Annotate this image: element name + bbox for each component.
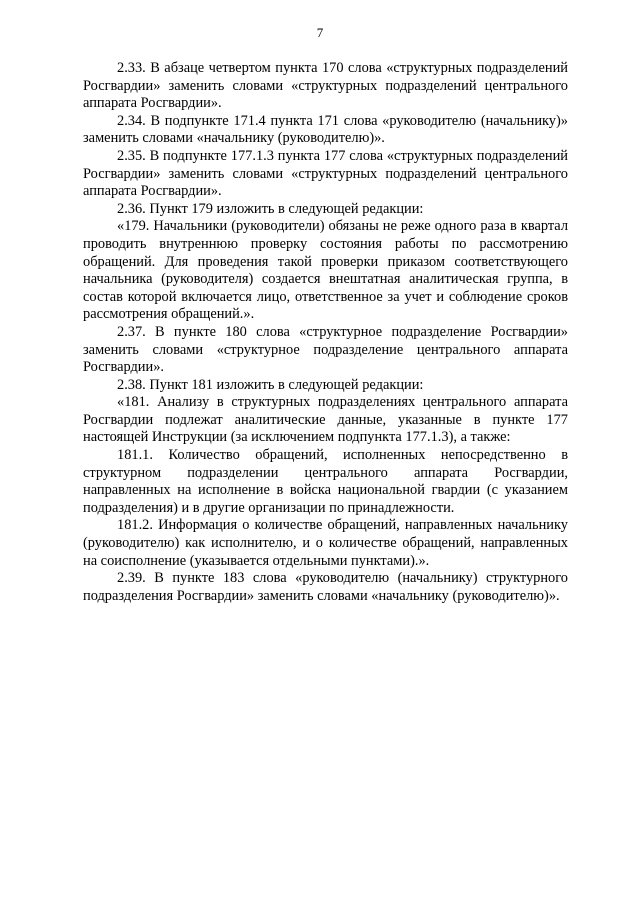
- page-number: 7: [316, 25, 324, 40]
- paragraph-2-35: 2.35. В подпункте 177.1.3 пункта 177 слова «структурных подразделений Росгвардии» заменить словами «структурных подразделений центрального аппарата Росгвардии».: [83, 147, 568, 200]
- paragraph-179-quote: «179. Начальники (руководители) обязаны не реже одного раза в квартал проводить внутреннюю проверку состояния работы по рассмотрению обращений. Для проведения такой проверки приказом соответствующего начальника (руководителя) создается внештатная аналитическая группа, в состав которой включается лицо, ответственное за учет и соблюдение сроков рассмотрения обращений.».: [83, 218, 568, 323]
- paragraph-181-quote: «181. Анализу в структурных подразделениях центрального аппарата Росгвардии подлежат аналитические данные, указанные в пункте 177 настоящей Инструкции (за исключением подпункта 177.1.3), а также:: [83, 394, 568, 446]
- paragraph-2-36: 2.36. Пункт 179 изложить в следующей редакции:: [117, 200, 424, 217]
- paragraph-181-1: 181.1. Количество обращений, исполненных непосредственно в структурном подразделении центрального аппарата Росгвардии, направленных на исполнение в войска национальной гвардии (с указанием подразделения) и в другие организации по принадлежности.: [83, 447, 568, 516]
- paragraph-2-37: 2.37. В пункте 180 слова «структурное подразделение Росгвардии» заменить словами «структурное подразделение центрального аппарата Росгвардии».: [83, 323, 568, 376]
- document-body: [83, 60, 568, 605]
- paragraph-2-34: 2.34. В подпункте 171.4 пункта 171 слова «руководителю (начальнику)» заменить словами «начальнику (руководителю)».: [83, 112, 568, 147]
- paragraph-2-38: 2.38. Пункт 181 изложить в следующей редакции:: [117, 376, 424, 393]
- paragraph-181-2: 181.2. Информация о количестве обращений, направленных начальнику (руководителю) как исполнителю, и о количестве обращений, направленных на соисполнение (указывается отдельными пунктами).».: [83, 517, 568, 569]
- paragraph-2-33: 2.33. В абзаце четвертом пункта 170 слова «структурных подразделений Росгвардии» заменить словами «структурных подразделений центрального аппарата Росгвардии».: [83, 60, 568, 112]
- paragraph-2-39: 2.39. В пункте 183 слова «руководителю (начальнику) структурного подразделения Росгвардии» заменить словами «начальнику (руководителю)».: [83, 570, 568, 604]
